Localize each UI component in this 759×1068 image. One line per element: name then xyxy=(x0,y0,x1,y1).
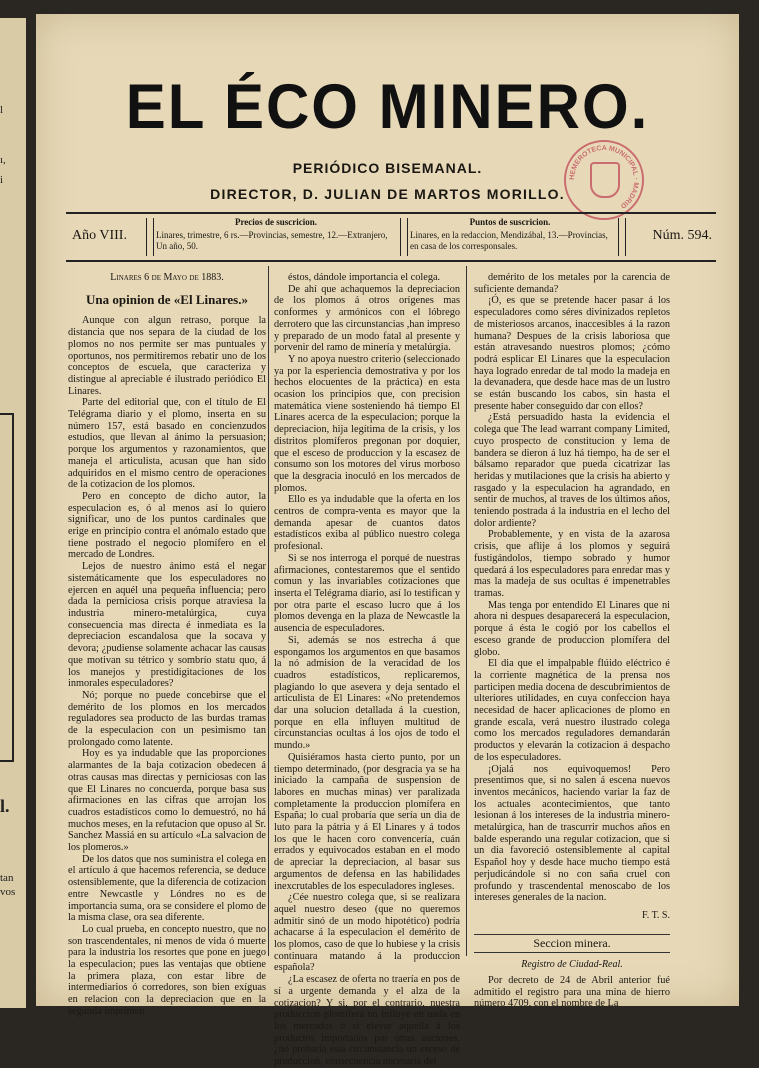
section-subtitle: Registro de Ciudad-Real. xyxy=(521,959,623,971)
article-paragraph: Hoy es ya indudable que las proporciones alarmantes de la baja cotizacion obedecen á otras causas mas directas y perniciosas con las que El Linares no concuerda, porque basa sus afirmaciones en las cifras que arrojan los cuadros estadísticos como lo demuestró, no há muchos meses, en la refutacion que opuso al Sr. Sanchez Massiá en su artículo «La salvacion de los plomeros.» xyxy=(68,748,266,854)
masthead-title: EL ÉCO MINERO. xyxy=(125,71,650,142)
previous-page-fragment: l xyxy=(0,104,4,116)
article-paragraph: Lejos de nuestro ánimo está el negar sistemáticamente que los especuladores no ejercen en aquél una pequeña influencia; pero dada la perniciosa crisis porque atraviesa la industria minero-metalúrgica, cuya consecuencia mas directa é inmediata es la depreciacion escandalosa que la socava y devora; ¿pudiense solamente achacar las causas que motivan su tétrico y sombrío statu quo, á los manejos y prestidigitaciones de los inmorales especuladores? xyxy=(68,561,266,690)
article-paragraph: ¿La escasez de oferta no traería en pos de sí a urgente demanda y el alza de la cotizacion? Y si, por el contrario, nuestra produccion plomífera no influye en nada en los mercados ó si elevar aquella á los productos importados por otras naciones, ¿nó probaría esta circunstancia un esceso de produccion, consecuencia necesaria del xyxy=(274,974,460,1068)
article-paragraph: De los datos que nos suministra el colega en el artículo á que hacemos referencia, se deduce ostensiblemente, que la diferencia de cotizacion entre Newcastle y Lóndres no es de importancia suma, ora se considere el plomo de la misma clase, ora sea diferente. xyxy=(68,853,266,924)
divider xyxy=(146,218,154,256)
article-paragraph: Aunque con algun retraso, porque la distancia que nos separa de la ciudad de los plomos no nos permite ser mas puntuales y oportunos, nos permitiremos rebatir uno de los conceptos de escuela, que caracteriza y distingue al apreciable é ilustrado periódico El Linares. xyxy=(68,315,266,397)
stamp-text: HEMEROTECA MUNICIPAL · MADRID xyxy=(568,144,640,210)
section-title: Seccion minera. xyxy=(474,934,670,954)
subscription-bar xyxy=(66,212,716,262)
previous-page-fragment: i xyxy=(0,174,4,186)
article-paragraph: Ello es ya indudable que la oferta en los centros de compra-venta es mayor que la demanda apesar de cuantos datos estadísticos exiba al público nuestro colega profesional. xyxy=(274,494,460,553)
library-stamp xyxy=(564,140,644,220)
stamp-crest-icon xyxy=(590,162,620,198)
newspaper-page xyxy=(36,14,739,1068)
article-paragraph: Mas tenga por entendido El Linares que ni ahora ni despues desaparecerá la especulacion, porque á ésta le cogió por los cabellos el esceso grande de produccion plomífera del globo. xyxy=(474,599,670,658)
puntos-heading: Puntos de suscricion. xyxy=(469,217,551,227)
precios-text: Linares, trimestre, 6 rs.—Provincias, semestre, 12.—Extranjero, Un año, 50. xyxy=(156,230,388,251)
column-rule xyxy=(466,266,467,956)
article-paragraph: Y no apoya nuestro criterio (seleccionado ya por la esperiencia demostrativa y por los hechos elocuentes de la práctica) en esta ocasion los principios que, con precision matemática viene sosteniendo há tiempo El Linares acerca de la especulacion; porque la depreciacion, hija legítima de la crisis, y los distritos plomíferos pregonan por doquier, que el esceso de produccion y la escasez de consumo son los motores del virus morboso que la desgracia inoculó en los mercados de plomos. xyxy=(274,353,460,494)
article-column-2 xyxy=(274,272,460,1068)
article-column-1 xyxy=(68,272,266,1017)
article-paragraph: demérito de los metales por la carencia de suficiente demanda? xyxy=(474,272,670,295)
article-paragraph: ¡Ojalá nos equivoquemos! Pero presentimos que, si no salen á escena nuevos inventos mecánicos, haciendo variar la faz de los actuales acontecimientos, que tanto lesionan á los intereses de la industria minero-metalúrgica, han de trascurrir muchos años en balde esperando una regular cotizacion, que si un dia favoreció ostensiblemente al capital Español hoy y desde hace mucho tiempo está perjudicándole si no con saña cruel con profundo y trascendental menoscabo de los intereses generales de la nacion. xyxy=(474,763,670,904)
article-paragraph: Probablemente, y en vista de la azarosa crisis, que aflije á los plomos y seguirá fustigándolos, tiempo sobrado y humor quedará á los especuladores para enredar mas y mas la madeja de sus ocultas é impenetrables tramas. xyxy=(474,529,670,599)
section-paragraph: Por decreto de 24 de Abril anterior fué admitido el registro para una mina de hierro número 4709, con el nombre de La xyxy=(474,975,670,1010)
divider xyxy=(400,218,408,256)
article-paragraph: ¿Cée nuestro colega que, si se realizara aquel nuestro deseo (que no queremos admitir sinó de un modo hipotético) podría achacarse á la especulacion el demérito de los plomos, caso de que lo hubiese y la crisis continuara matando á la produccion española? xyxy=(274,892,460,974)
article-paragraph: Nó; porque no puede concebirse que el demérito de los plomos en los mercados reguladores sea producto de las burdas tramas de la especulacion con un pesimismo tan prolongado como latente. xyxy=(68,689,266,748)
previous-page-fragment: tan xyxy=(0,872,14,884)
issue-number: Núm. 594. xyxy=(652,228,712,243)
masthead-subtitle: PERIÓDICO BISEMANAL. xyxy=(292,160,483,176)
previous-page-fragment: l. xyxy=(0,796,10,816)
article-paragraph: ¿Está persuadido hasta la evidencia el colega que The lead warrant company Limited, cuyo prospecto de constitucion y lema de bandera se dieron á luz há tiempo, ha de ser el bálsamo reparador que pueda cicatrizar las heridas y mutilaciones que la crisis ha abierto y rasgado y la especulacion ha agrandado, en sentir de muchos, al traves de los últimos años, teniendo postrada á la industria en el lecho del dolor ardiente? xyxy=(474,412,670,529)
article-signature: F. T. S. xyxy=(641,909,670,921)
precios-heading: Precios de suscricion. xyxy=(234,217,318,227)
article-paragraph: Si se nos interroga el porqué de nuestras afirmaciones, contestaremos que el sentido comun y las invariables cotizaciones que inserta el Telégrama diario, así lo testifican y por otra parte el escaso lucro que á los plomos devenga en la plaza de Newcastle la ausencia de especuladores. xyxy=(274,552,460,635)
puntos-text: Linares, en la redaccion, Mendizábal, 13.—Provincias, en casa de los corresponsales. xyxy=(410,230,608,251)
previous-page-edge xyxy=(0,18,26,1008)
article-title: Una opinion de «El Linares.» xyxy=(86,291,248,307)
previous-page-fragment: ı, xyxy=(0,154,6,166)
year-label: Año VIII. xyxy=(72,228,127,243)
article-paragraph: Pero en concepto de dicho autor, la especulacion es, ó al menos así lo quiero significar, uno de los puntos cardinales que erige en principio contra el anómalo estado que tiene postrado el negocio plomífero en el mercado de Londres. xyxy=(68,490,266,561)
article-dateline: Linares 6 de Mayo de 1883. xyxy=(110,272,224,283)
article-paragraph: El dia que el impalpable flúido eléctrico é la corriente magnética de la prensa nos participen media docena de descubrimientos de ulteriores utilidades, en cuya confeccion haya necesidad de hacer aplicaciones de plomo en grande escala, verá nuestro ilustrado colega como los mercados reguladores demandarán productos y elevarán la cotizacion á despacho de los especuladores. xyxy=(474,658,670,763)
previous-page-ad-box xyxy=(0,413,14,762)
article-paragraph: Quisiéramos hasta cierto punto, por un tiempo determinado, (por desgracia ya se ha iniciado la campaña de suspension de labores en muchas minas) ver paralizada completamente la produccion plomífera en España; lo cual probaría que sería un dia de luto para la pátria y á El Linares y á todos los que le hacen coro convencería, cuán errados y equivocados estaban en el modo de apreciar la depreciacion, al basar sus argumentos de defensa en las habilidades inexcrutables de los especuladores ingleses. xyxy=(274,751,460,892)
divider xyxy=(618,218,626,256)
article-paragraph: éstos, dándole importancia el colega. xyxy=(288,272,441,283)
article-paragraph: Lo cual prueba, en concepto nuestro, que no son trascendentales, ni menos de vida ó muerte para la industria los resortes que pone en juego la especulacion; pues las ventajas que obtiene la primera plaza, con estar libre de intermediarios ó corredores, son bien exíguas en relacion con la depreciacion que en la segunda imprimen xyxy=(68,923,266,1017)
masthead-director: DIRECTOR, D. JULIAN DE MARTOS MORILLO. xyxy=(210,186,565,202)
previous-page-fragment: vos xyxy=(0,886,16,898)
article-paragraph: De ahí que achaquemos la depreciacion de los plomos á otros orígenes mas conformes y armónicos con el lóbrego derrotero que las circunstancias ,han impreso y preparado de un modo fatal al presente y porvenir del ramo de minería y metalúrgia. xyxy=(274,283,460,354)
article-column-3 xyxy=(474,272,670,1010)
article-paragraph: ¡Ó, es que se pretende hacer pasar á los especuladores como séres divinizados repletos de misteriosos arcanos, inaccesibles á la razon humana? Despues de la crisis laboriosa que están atravesando nuestros plomos; ¿cómo podrá esplicar El Linares que la especulacion haya logrado enredar de tal modo la madeja en la devanadera, que desde hace mas de un lustro se están buscando los cabos, sin hasta el presente haber conseguido dar con ellos? xyxy=(474,295,670,412)
article-paragraph: Si, además se nos estrecha á que espongamos los argumentos en que basamos la nó admision de la veracidad de los cuadros estadísticos, replicaremos, plagiando lo que asevera y deja sentado el articulista de El Linares: «No pretendemos dar una solucion detallada á la cuestion, porque en ella influyen multitud de circunstancias ocultas á los ojos de todo el mundo.» xyxy=(274,634,460,752)
article-paragraph: Parte del editorial que, con el título de El Telégrama diario y el plomo, inserta en su número 157, está basado en concienzudos estudios, que llevan al ánimo la persuasion; porque los argumentos y razonamientos, que maneja el articulista, acusan que han sido adquiridos en el mismo centro de operaciones de la cotizacion de los plomos. xyxy=(68,397,266,491)
column-rule xyxy=(268,266,269,956)
